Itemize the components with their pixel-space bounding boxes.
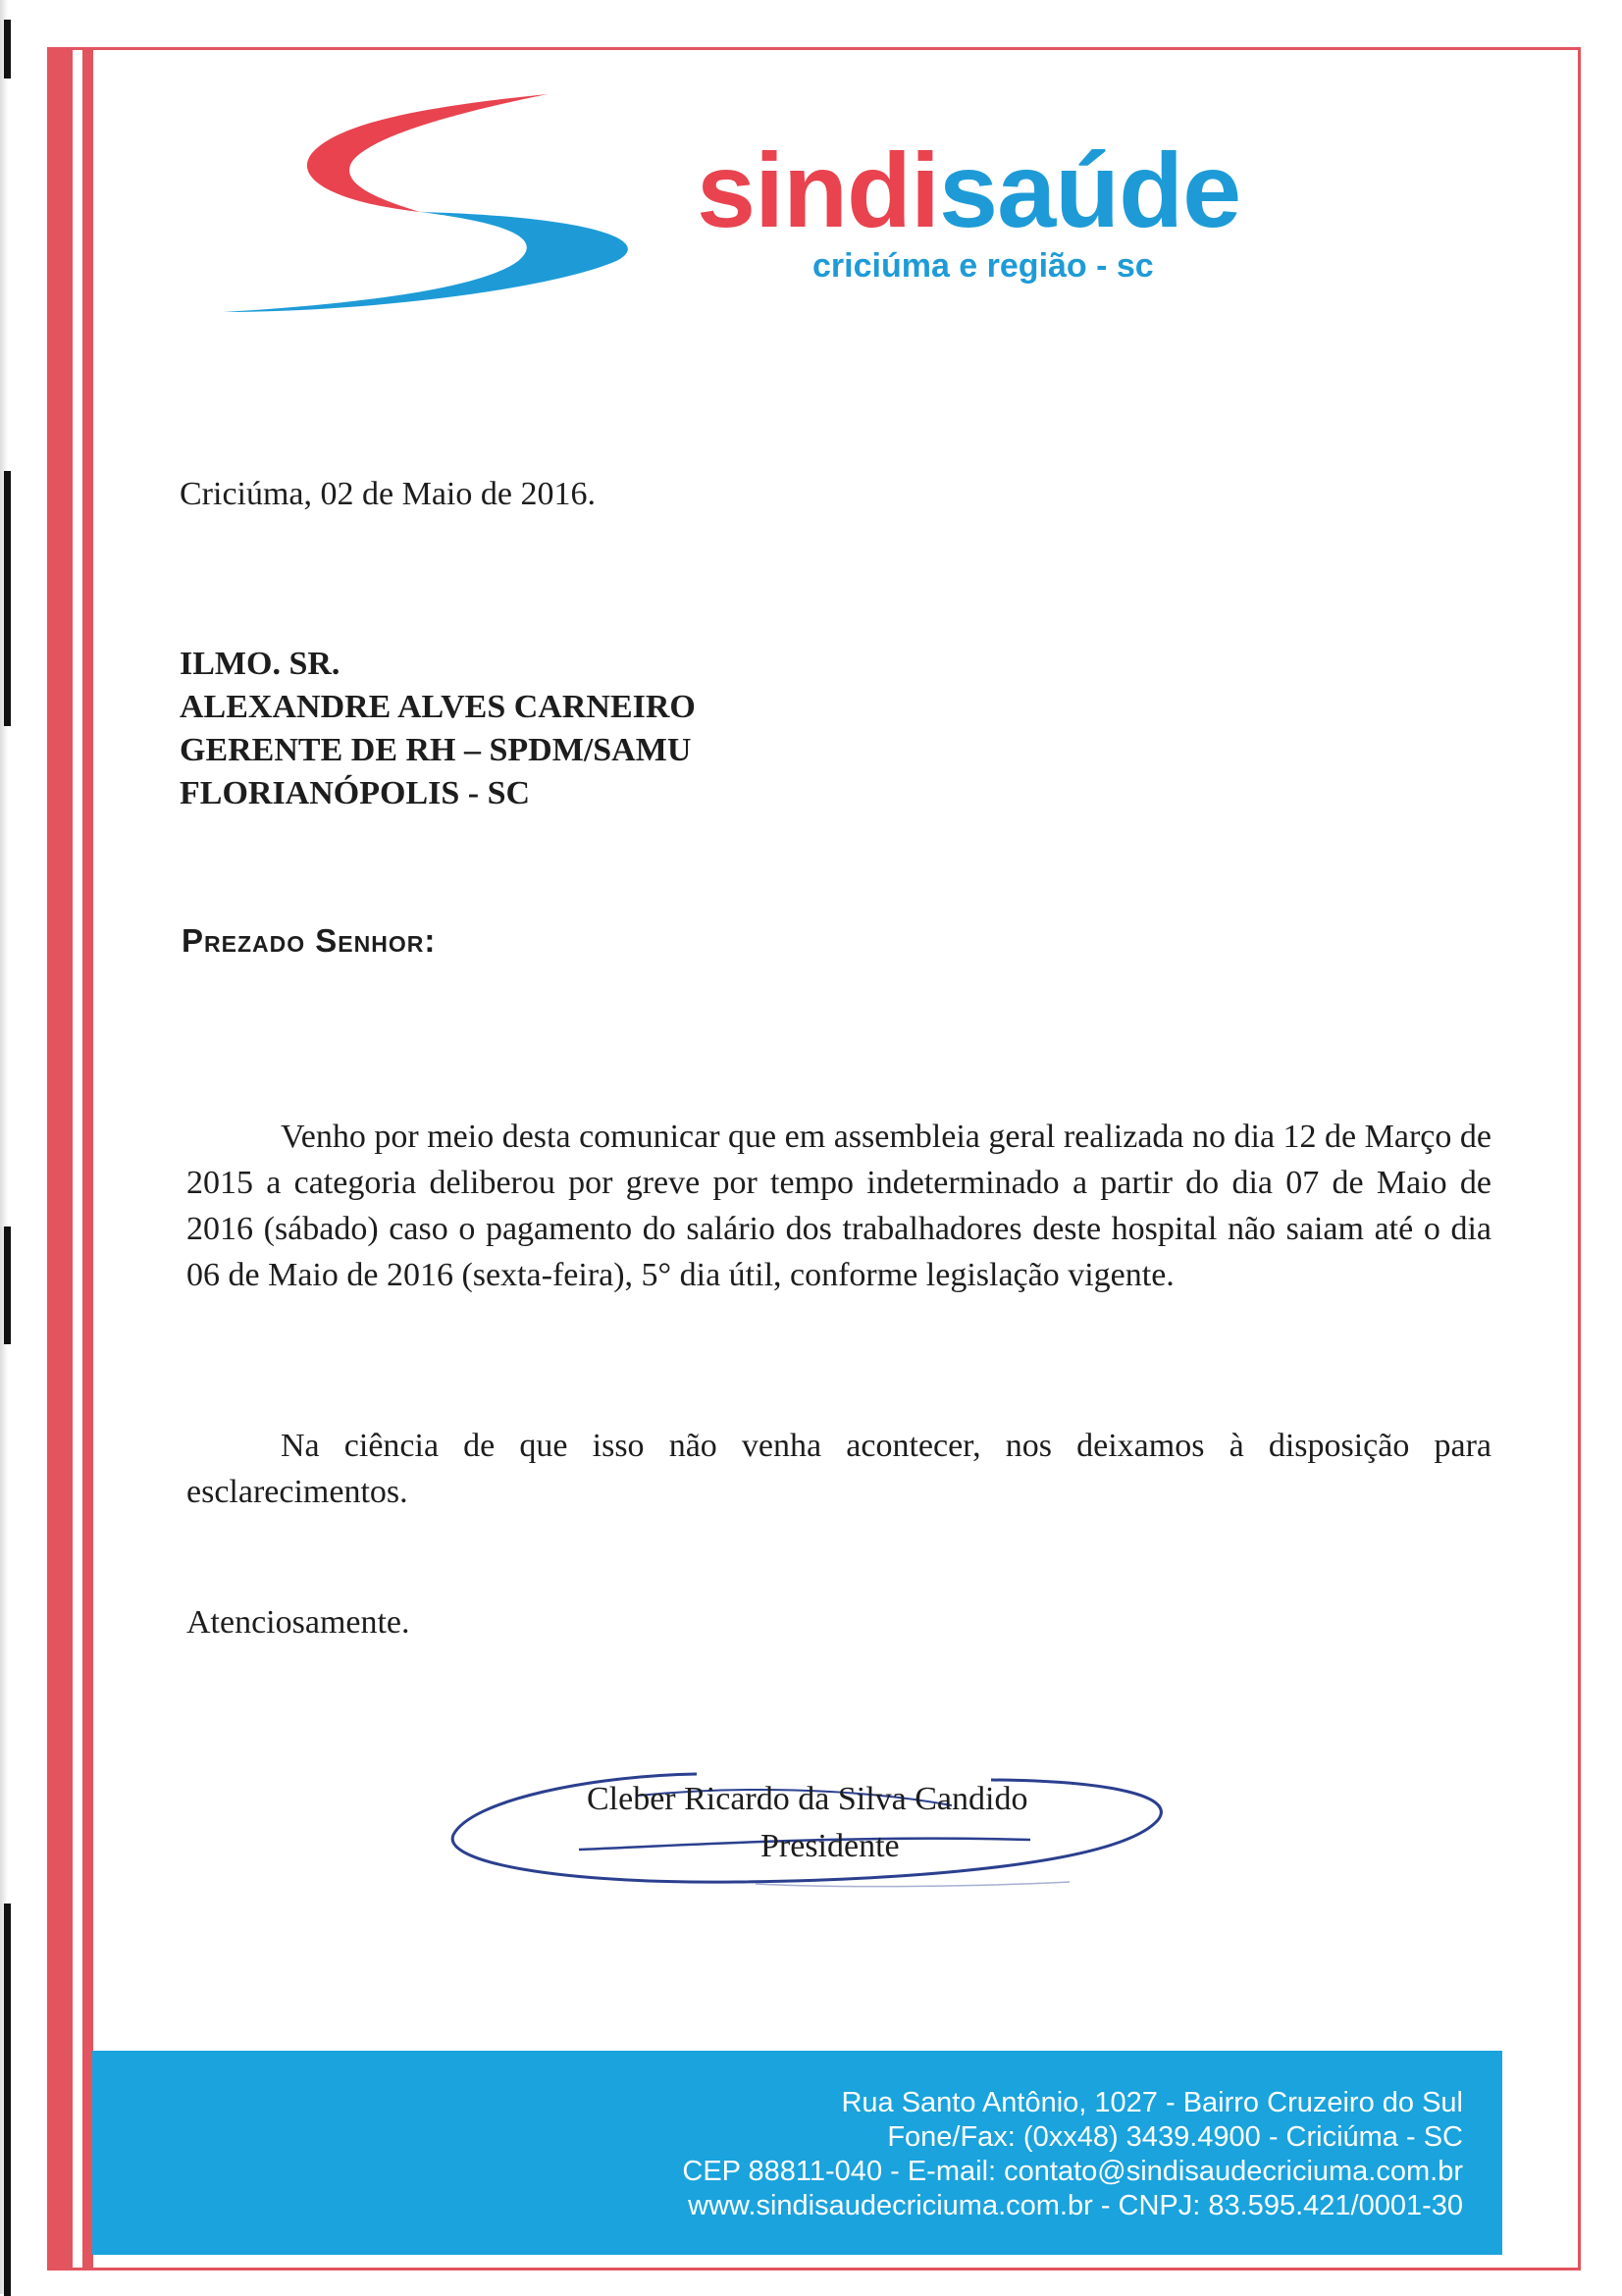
footer-bar (92, 2051, 1502, 2255)
recipient-line: ILMO. SR. (180, 646, 340, 682)
handwritten-signature (442, 1747, 1177, 1894)
footer-email: CEP 88811-040 - E-mail: contato@sindisaudecriciuma.com.br (682, 2156, 1463, 2187)
footer-website: www.sindisaudecriciuma.com.br - CNPJ: 83.595.421/0001-30 (688, 2190, 1463, 2221)
brand-part-saude: saúde (939, 130, 1241, 249)
recipient-line: FLORIANÓPOLIS - SC (180, 775, 531, 811)
footer-contact (682, 2086, 1463, 2223)
footer-address: Rua Santo Antônio, 1027 - Bairro Cruzeiro do Sul (841, 2087, 1463, 2118)
brand-part-sindi: sindi (697, 130, 940, 249)
swoosh-s-icon (224, 94, 675, 320)
scan-mark (4, 1904, 11, 2296)
signature-name: Cleber Ricardo da Silva Candido (587, 1781, 1028, 1817)
signature-role: Presidente (760, 1828, 900, 1864)
brand-subtitle: criciúma e região - sc (812, 247, 1154, 285)
scan-mark (4, 471, 11, 726)
body-paragraph: Na ciência de que isso não venha acontecer, nos deixamos à disposição para esclarecimentos. (186, 1428, 1491, 1510)
recipient-block (180, 643, 696, 815)
closing: Atenciosamente. (186, 1604, 410, 1641)
footer-phone: Fone/Fax: (0xx48) 3439.4900 - Criciúma - SC (887, 2121, 1463, 2153)
scan-mark (4, 1226, 11, 1344)
brand-wordmark (697, 130, 1241, 249)
salutation: Prezado Senhor: (182, 922, 437, 959)
scan-mark (4, 20, 11, 78)
letterhead-stripe (82, 47, 93, 2270)
body-paragraph: Venho por meio desta comunicar que em assembleia geral realizada no dia 12 de Março de 2015 a categoria deliberou por greve por tempo indeterminado a partir do dia 07 de Maio de 2016 (sábado) caso o pagamento do salário dos trabalhadores deste hospital não saiam até o dia 06 de Maio de 2016 (sexta-feira), 5° dia útil, conforme legislação vigente. (186, 1119, 1491, 1293)
recipient-line: ALEXANDRE ALVES CARNEIRO (180, 689, 696, 725)
recipient-line: GERENTE DE RH – SPDM/SAMU (180, 732, 692, 768)
letter-date: Criciúma, 02 de Maio de 2016. (180, 476, 596, 512)
letterhead-stripe (47, 47, 73, 2270)
